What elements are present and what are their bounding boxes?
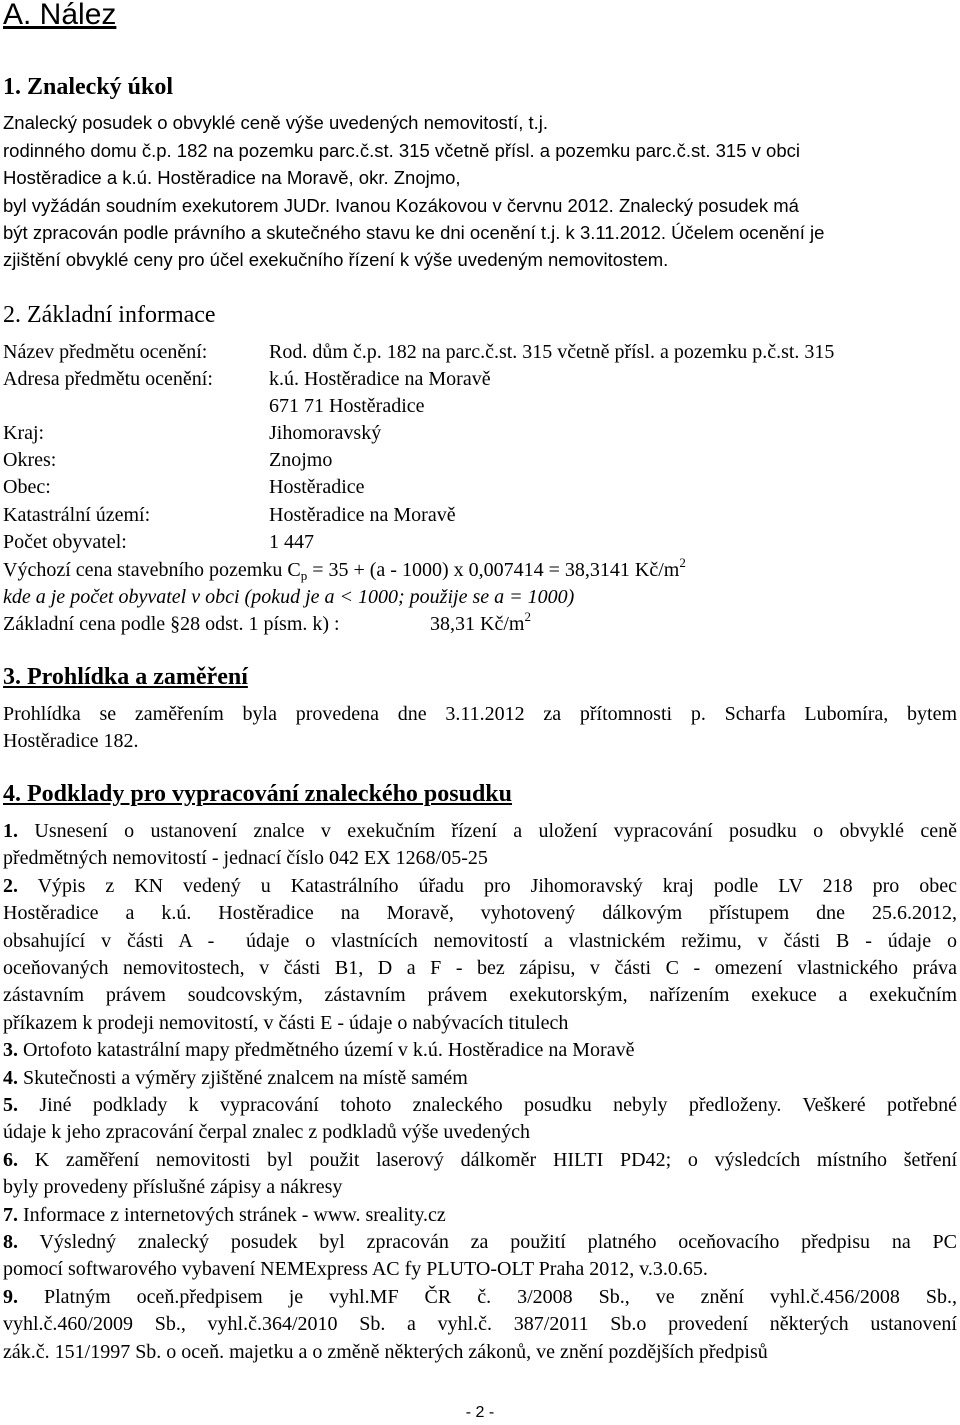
list-item-line xyxy=(3,1230,957,1254)
list-item-line xyxy=(3,901,957,925)
price-formula xyxy=(3,555,686,583)
info-label: Okres: xyxy=(3,449,57,471)
list-item-number: 9. xyxy=(3,1285,18,1308)
list-item-text: zástavním právem soudcovským, zástavním právem exekutorským, nařízením exekuce a exekučním xyxy=(3,984,957,1007)
base-price-value xyxy=(430,609,531,636)
formula-note: kde a je počet obyvatel v obci (pokud je a < 1000; použije se a = 1000) xyxy=(3,586,575,608)
list-item-text: příkazem k prodeji nemovitostí, v části E - údaje o nabývacích titulech xyxy=(3,1011,569,1034)
list-item-line xyxy=(3,956,957,980)
list-item-text: K zaměření nemovitosti byl použit laserový dálkoměr HILTI PD42; o výsledcích místního šetření xyxy=(18,1148,957,1171)
list-item-number: 6. xyxy=(3,1148,18,1171)
list-item-text: Hostěradice a k.ú. Hostěradice na Moravě, vyhotovený dálkovým přístupem dne 25.6.2012, xyxy=(3,902,957,925)
info-value: Znojmo xyxy=(269,449,333,471)
list-item-number: 7. xyxy=(3,1203,18,1226)
list-item-text: Platným oceň.předpisem je vyhl.MF ČR č. 3/2008 Sb., ve znění vyhl.č.456/2008 Sb., xyxy=(18,1285,957,1308)
page-number: - 2 - xyxy=(465,1404,495,1421)
list-item-text: Informace z internetových stránek - www. sreality.cz xyxy=(18,1203,446,1226)
list-item-text: byly provedeny příslušné zápisy a nákresy xyxy=(3,1176,343,1199)
page-title: A. Nález xyxy=(3,0,117,31)
info-value: Hostěradice na Moravě xyxy=(269,504,456,526)
list-item-line xyxy=(3,819,957,843)
info-value: Hostěradice xyxy=(269,476,365,498)
section-1-heading: 1. Znalecký úkol xyxy=(3,74,174,100)
formula-subscript: p xyxy=(300,568,308,583)
formula-text: Výchozí cena stavebního pozemku C xyxy=(3,559,301,581)
list-item-text: Výpis z KN vedený u Katastrálního úřadu pro Jihomoravský kraj podle LV 218 pro obec xyxy=(18,874,957,897)
info-value: 671 71 Hostěradice xyxy=(269,395,425,417)
list-item-text: Usnesení o ustanovení znalce v exekučním řízení a uložení vypracování posudku o obvyklé ceně xyxy=(18,820,957,842)
list-item-text: Výsledný znalecký posudek byl zpracován za použití platného oceňovacího předpisu na PC xyxy=(18,1231,957,1253)
section-4-heading: 4. Podklady pro vypracování znaleckého posudku xyxy=(3,781,513,807)
section-3-heading: 3. Prohlídka a zaměření xyxy=(3,664,248,690)
list-item-line xyxy=(3,1285,957,1309)
list-item-number: 5. xyxy=(3,1094,18,1116)
list-item-number: 1. xyxy=(3,820,18,842)
info-value: Jihomoravský xyxy=(269,422,382,444)
paragraph-line: být zpracován podle právního a skutečného stavu ke dni ocenění t.j. k 3.11.2012. Účelem ocenění je xyxy=(3,222,825,243)
info-label: Kraj: xyxy=(3,422,45,444)
list-item-line xyxy=(3,1148,957,1172)
list-item-line xyxy=(3,1312,957,1336)
base-price-superscript: 2 xyxy=(524,609,531,624)
paragraph-line: Hostěradice a k.ú. Hostěradice na Moravě, okr. Znojmo, xyxy=(3,167,461,188)
info-value: k.ú. Hostěradice na Moravě xyxy=(269,368,491,390)
info-label: Adresa předmětu ocenění: xyxy=(3,368,213,390)
list-item-line xyxy=(3,1257,708,1281)
base-price-label: Základní cena podle §28 odst. 1 písm. k) : xyxy=(3,613,340,635)
info-value: Rod. dům č.p. 182 na parc.č.st. 315 včetně přísl. a pozemku p.č.st. 315 xyxy=(269,341,835,363)
list-item-line xyxy=(3,1066,468,1090)
list-item-line xyxy=(3,1038,634,1062)
formula-superscript: 2 xyxy=(679,555,686,570)
list-item-text: údaje k jeho zpracování čerpal znalec z podkladů výše uvedených xyxy=(3,1121,530,1144)
list-item-text: Ortofoto katastrální mapy předmětného území v k.ú. Hostěradice na Moravě xyxy=(18,1039,635,1062)
list-item-line xyxy=(3,1340,768,1364)
list-item-line xyxy=(3,1011,568,1035)
paragraph-line: Znalecký posudek o obvyklé ceně výše uvedených nemovitostí, t.j. xyxy=(3,112,549,133)
list-item-text: obsahující v části A - údaje o vlastnících nemovitostí a vlastnickém režimu, v části B - údaje o xyxy=(3,929,957,952)
list-item-line xyxy=(3,983,957,1007)
list-item-number: 8. xyxy=(3,1231,18,1253)
list-item-text: Skutečnosti a výměry zjištěné znalcem na místě samém xyxy=(18,1066,468,1089)
paragraph-line: rodinného domu č.p. 182 na pozemku parc.č.st. 315 včetně přísl. a pozemku parc.č.st. 315 v obci xyxy=(3,140,800,161)
list-item-text: zák.č. 151/1997 Sb. o oceň. majetku a o změně některých zákonů, ve znění pozdějších předpisů xyxy=(3,1340,768,1363)
info-label: Obec: xyxy=(3,476,51,498)
info-label: Název předmětu ocenění: xyxy=(3,341,208,363)
list-item-text: oceňovaných nemovitostech, v části B1, D a F - bez zápisu, v části C - omezení vlastnického práva xyxy=(3,957,957,979)
list-item-line xyxy=(3,929,957,953)
list-item-line xyxy=(3,1093,957,1117)
info-label: Počet obyvatel: xyxy=(3,531,127,553)
list-item-number: 4. xyxy=(3,1066,18,1089)
paragraph-line: Prohlídka se zaměřením byla provedena dne 3.11.2012 za přítomnosti p. Scharfa Lubomíra, bytem xyxy=(3,703,957,725)
list-item-text: Jiné podklady k vypracování tohoto znaleckého posudku nebyly předloženy. Veškeré potřebné xyxy=(18,1094,957,1116)
paragraph-line: byl vyžádán soudním exekutorem JUDr. Ivanou Kozákovou v červnu 2012. Znalecký posudek má xyxy=(3,195,799,216)
list-item-text: pomocí softwarového vybavení NEMExpress AC fy PLUTO-OLT Praha 2012, v.3.0.65. xyxy=(3,1258,708,1281)
list-item-text: vyhl.č.460/2009 Sb., vyhl.č.364/2010 Sb. a vyhl.č. 387/2011 Sb.o provedení některých ustanovení xyxy=(3,1313,957,1336)
formula-text: = 35 + (a - 1000) x 0,007414 = 38,3141 Kč/m xyxy=(307,559,680,581)
list-item-line xyxy=(3,846,488,870)
paragraph-line: zjištění obvyklé ceny pro účel exekučního řízení k výše uvedeným nemovitostem. xyxy=(3,249,669,270)
list-item-number: 2. xyxy=(3,874,18,897)
list-item-text: předmětných nemovitostí - jednací číslo 042 EX 1268/05-25 xyxy=(3,847,488,870)
list-item-line xyxy=(3,1175,342,1199)
list-item-line xyxy=(3,1203,446,1227)
list-item-number: 3. xyxy=(3,1039,18,1062)
paragraph-line: Hostěradice 182. xyxy=(3,730,139,752)
info-label: Katastrální území: xyxy=(3,504,151,526)
section-2-heading: 2. Základní informace xyxy=(3,302,216,328)
info-value: 1 447 xyxy=(269,531,314,553)
list-item-line xyxy=(3,1120,530,1144)
list-item-line xyxy=(3,874,957,898)
base-price-number: 38,31 Kč/m xyxy=(430,613,525,635)
